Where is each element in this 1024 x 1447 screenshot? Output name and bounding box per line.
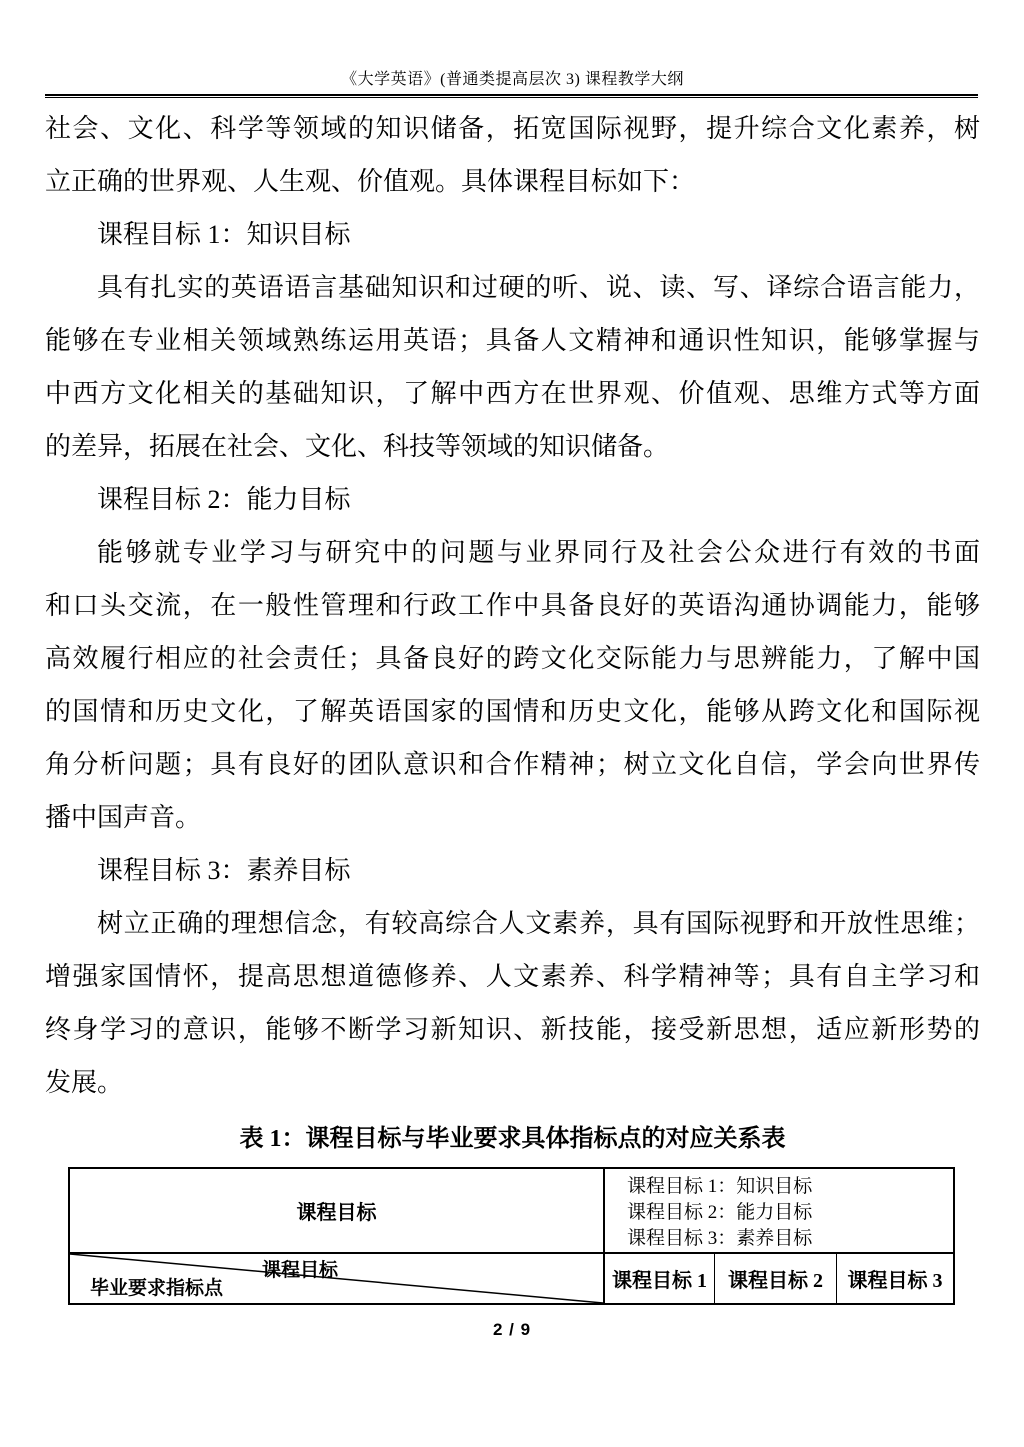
text-line: 的国情和历史文化，了解英语国家的国情和历史文化，能够从跨文化和国际视 xyxy=(45,697,980,726)
text-line: 社会、文化、科学等领域的知识储备，拓宽国际视野，提升综合文化素养，树 xyxy=(45,114,980,143)
text-line: 树立正确的理想信念，有较高综合人文素养，具有国际视野和开放性思维； xyxy=(97,909,980,938)
table-cell-course-objectives-header: 课程目标 xyxy=(70,1169,605,1254)
diagonal-label-graduation-requirement: 毕业要求指标点 xyxy=(90,1278,224,1299)
objective-item: 课程目标 1：知识目标 xyxy=(627,1176,813,1197)
text-line: 具有扎实的英语语言基础知识和过硬的听、说、读、写、译综合语言能力， xyxy=(97,273,980,302)
objective-item: 课程目标 3：素养目标 xyxy=(627,1228,813,1249)
text-line: 终身学习的意识，能够不断学习新知识、新技能，接受新思想，适应新形势的 xyxy=(45,1015,980,1044)
text-line: 高效履行相应的社会责任；具备良好的跨文化交际能力与思辨能力，了解中国 xyxy=(45,644,980,673)
page-header-title: 《大学英语》(普通类提高层次 3) 课程教学大纲 xyxy=(341,71,684,88)
text-line: 播中国声音。 xyxy=(45,803,202,832)
text-line: 课程目标 1：知识目标 xyxy=(97,220,351,249)
text-line: 发展。 xyxy=(45,1068,124,1097)
text-line: 的差异，拓展在社会、文化、科技等领域的知识储备。 xyxy=(45,432,670,461)
objective-item: 课程目标 2：能力目标 xyxy=(627,1202,813,1223)
diagonal-label-course-objective: 课程目标 xyxy=(261,1260,338,1281)
page-number: 2 / 9 xyxy=(492,1320,532,1339)
document-body xyxy=(45,102,980,1109)
text-line: 能够就专业学习与研究中的问题与业界同行及社会公众进行有效的书面 xyxy=(97,538,980,567)
header-rule xyxy=(45,94,978,98)
text-line: 能够在专业相关领域熟练运用英语；具备人文精神和通识性知识，能够掌握与 xyxy=(45,326,980,355)
table-title: 表 1：课程目标与毕业要求具体指标点的对应关系表 xyxy=(239,1126,786,1152)
text-line: 中西方文化相关的基础知识，了解中西方在世界观、价值观、思维方式等方面 xyxy=(45,379,980,408)
text-line: 增强家国情怀，提高思想道德修养、人文素养、科学精神等；具有自主学习和 xyxy=(45,962,980,991)
table-column-header-objective-1: 课程目标 1 xyxy=(605,1254,715,1303)
objectives-mapping-table xyxy=(68,1167,955,1305)
text-line: 角分析问题；具有良好的团队意识和合作精神；树立文化自信，学会向世界传 xyxy=(45,750,980,779)
table-column-header-objective-2: 课程目标 2 xyxy=(715,1254,837,1303)
text-line: 和口头交流，在一般性管理和行政工作中具备良好的英语沟通协调能力，能够 xyxy=(45,591,980,620)
text-line: 课程目标 2：能力目标 xyxy=(97,485,351,514)
table-diagonal-header-cell xyxy=(70,1254,605,1303)
table-column-header-objective-3: 课程目标 3 xyxy=(847,1270,943,1292)
text-line: 课程目标 3：素养目标 xyxy=(97,856,351,885)
text-line: 立正确的世界观、人生观、价值观。具体课程目标如下： xyxy=(45,167,696,196)
table-cell-objectives-list xyxy=(605,1169,953,1254)
